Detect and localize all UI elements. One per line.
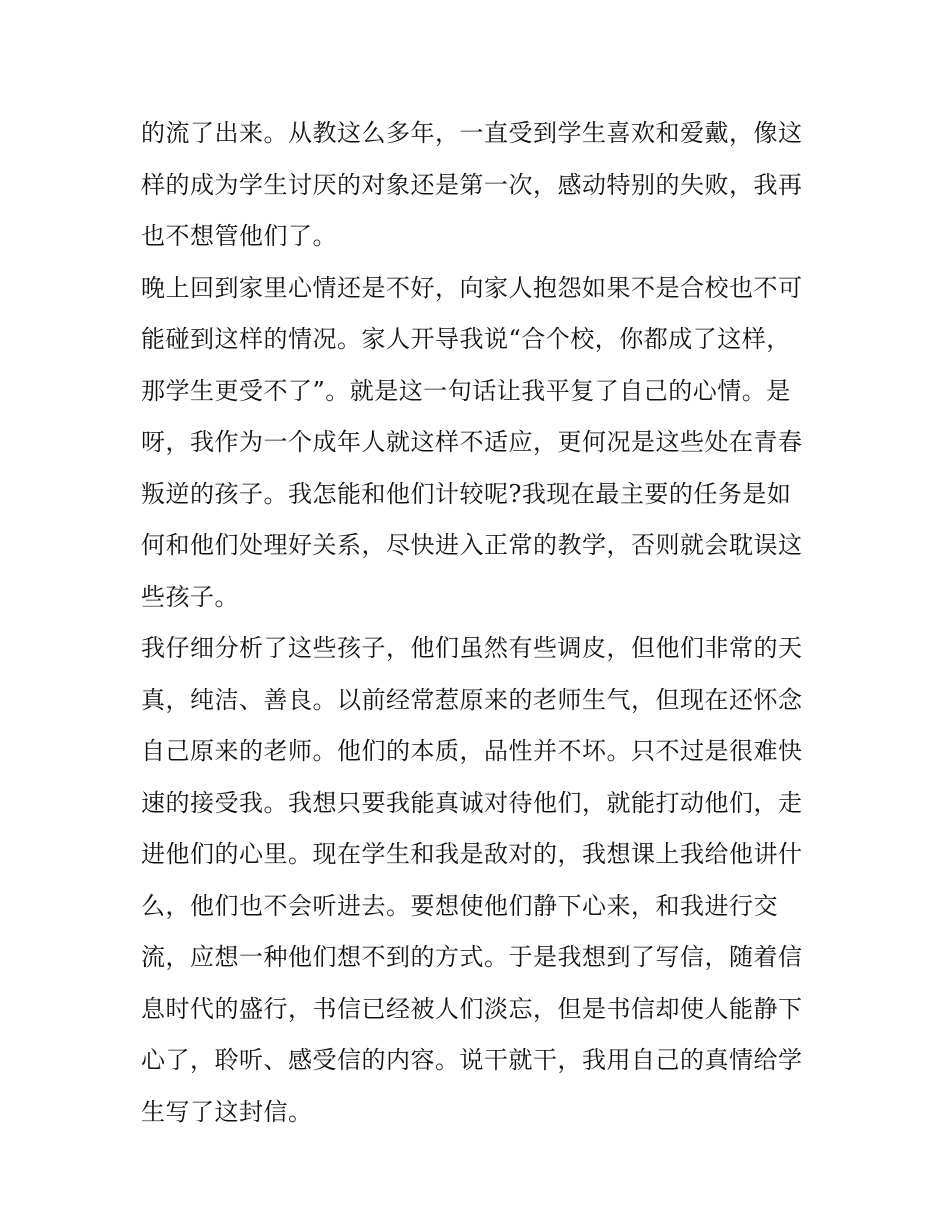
text-line: 真，纯洁、善良。以前经常惹原来的老师生气，但现在还怀念 — [141, 685, 803, 714]
text-line: 生写了这封信。 — [141, 1097, 313, 1126]
text-line: 那学生更受不了”。就是这一句话让我平复了自己的心情。是 — [141, 376, 791, 405]
text-line: 么，他们也不会听进去。要想使他们静下心来，和我进行交 — [141, 891, 778, 920]
text-line: 的流了出来。从教这么多年，一直受到学生喜欢和爱戴，像这 — [141, 119, 803, 147]
text-line: 我仔细分析了这些孩子，他们虽然有些调皮，但他们非常的天 — [141, 634, 803, 662]
text-line: 流，应想一种他们想不到的方式。于是我想到了写信，随着信 — [141, 943, 803, 971]
text-line: 样的成为学生讨厌的对象还是第一次，感动特别的失败，我再 — [141, 170, 803, 199]
text-line: 也不想管他们了。 — [141, 222, 337, 250]
body-text — [141, 108, 813, 1138]
text-line: 呀，我作为一个成年人就这样不适应，更何况是这些处在青春 — [141, 428, 803, 456]
text-line: 自己原来的老师。他们的本质，品性并不坏。只不过是很难快 — [141, 737, 803, 765]
text-line: 进他们的心里。现在学生和我是敌对的，我想课上我给他讲什 — [141, 840, 803, 868]
text-line: 息时代的盛行，书信已经被人们淡忘，但是书信却使人能静下 — [141, 994, 803, 1023]
text-line: 速的接受我。我想只要我能真诚对待他们，就能打动他们，走 — [141, 788, 803, 817]
text-line: 心了，聆听、感受信的内容。说干就干，我用自己的真情给学 — [141, 1046, 803, 1074]
text-line: 何和他们处理好关系，尽快进入正常的教学，否则就会耽误这 — [141, 531, 803, 559]
text-line: 能碰到这样的情况。家人开导我说“合个校，你都成了这样， — [141, 325, 791, 353]
text-line: 些孩子。 — [141, 582, 239, 611]
text-line: 叛逆的孩子。我怎能和他们计较呢?我现在最主要的任务是如 — [141, 479, 792, 508]
text-line: 晚上回到家里心情还是不好，向家人抱怨如果不是合校也不可 — [141, 273, 803, 302]
